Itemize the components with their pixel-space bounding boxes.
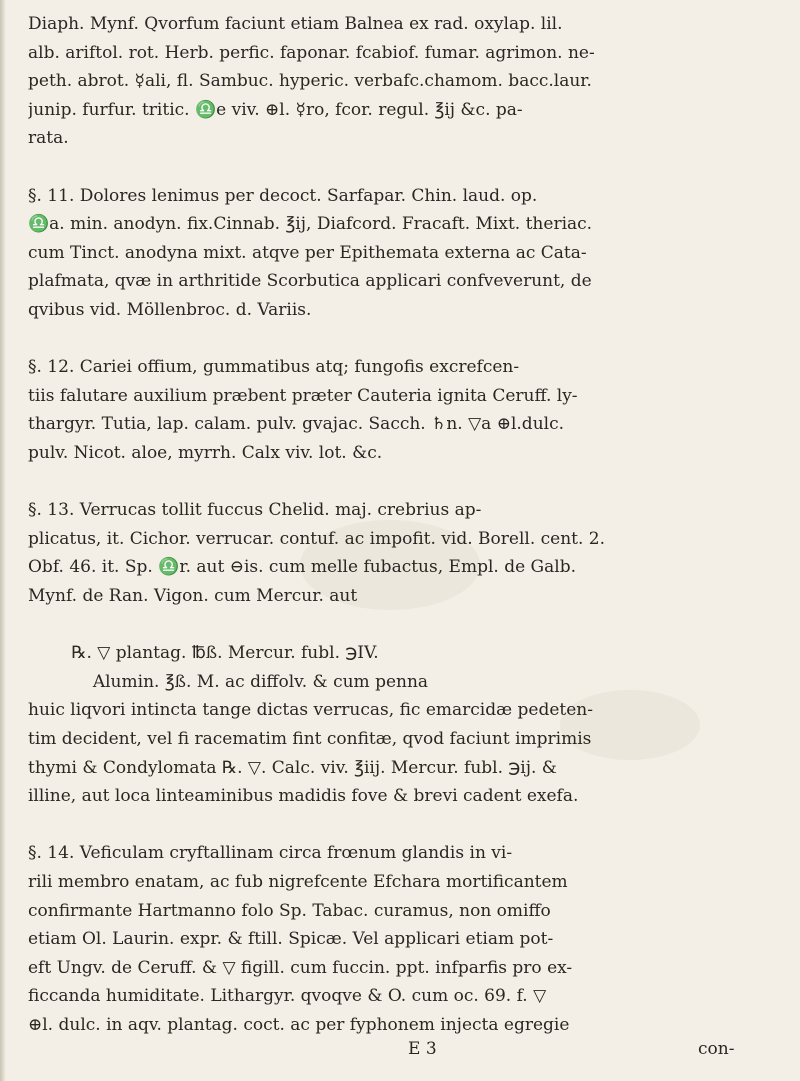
document-page [28,6,778,1066]
text-line: rata. [28,128,69,149]
signature-mark: E 3 [408,1039,437,1059]
text-line: plicatus, it. Cichor. verrucar. contuf. ac impofit. vid. Borell. cent. 2. [28,528,606,549]
text-line: thymi & Condylomata ℞. ▽. Calc. viv. ℥iij. Mercur. fubl. ℈ij. & [28,757,557,778]
text-line: §. 12. Cariei offium, gummatibus atq; fungofis excrefcen- [28,357,520,378]
text-line: alb. ariftol. rot. Herb. perfic. faponar. fcabiof. fumar. agrimon. ne- [28,42,595,63]
text-line: Mynf. de Ran. Vigon. cum Mercur. aut [28,586,358,606]
text-line: Diaph. Mynf. Qvorfum faciunt etiam Balnea ex rad. oxylap. lil. [28,14,563,34]
text-line: ficcanda humiditate. Lithargyr. qvoqve & O. cum oc. 69. f. ▽ [28,986,547,1007]
text-line: peth. abrot. ☿ali, fl. Sambuc. hyperic. verbafc.chamom. bacc.laur. [28,71,592,92]
text-line: ⊕l. dulc. in aqv. plantag. coct. ac per fyphonem injecta egregie [28,1015,570,1035]
text-line: illine, aut loca linteaminibus madidis fove & brevi cadent exefa. [28,786,579,807]
text-line: qvibus vid. Möllenbroc. d. Variis. [28,300,312,320]
catchword: con- [698,1039,735,1059]
text-line: confirmante Hartmanno folo Sp. Tabac. curamus, non omiffo [28,900,551,921]
text-line: tim decident, vel fi racematim fint confitæ, qvod faciunt imprimis [28,729,592,749]
text-line: ℞. ▽ plantag. ℔ß. Mercur. fubl. ℈IV. [28,643,379,664]
text-line: etiam Ol. Laurin. expr. & ftill. Spicæ. Vel applicari etiam pot- [28,929,554,950]
text-line: pulv. Nicot. aloe, myrrh. Calx viv. lot. &c. [28,443,383,463]
text-line: §. 11. Dolores lenimus per decoct. Sarfapar. Chin. laud. op. [28,185,538,206]
text-line: thargyr. Tutia, lap. calam. pulv. gvajac. Sacch. ♄n. ▽a ⊕l.dulc. [28,414,564,435]
text-line: tiis falutare auxilium præbent præter Cauteria ignita Ceruff. ly- [28,385,578,406]
text-line: Alumin. ℥ß. M. ac diffolv. & cum penna [28,671,429,692]
text-line: huic liqvori intincta tange dictas verrucas, fic emarcidæ pedeten- [28,700,593,721]
text-line: junip. furfur. tritic. ♎e viv. ⊕l. ☿ro, fcor. regul. ℥ij &c. pa- [28,99,523,120]
page-edge-shadow [0,0,6,1081]
text-line: rili membro enatam, ac fub nigrefcente Efchara mortificantem [28,872,568,892]
text-line: §. 14. Veficulam cryftallinam circa frœnum glandis in vi- [28,843,513,864]
text-line: cum Tinct. anodyna mixt. atqve per Epithemata externa ac Cata- [28,242,587,263]
text-line: eft Ungv. de Ceruff. & ▽ figill. cum fuccin. ppt. infparfis pro ex- [28,957,573,978]
text-line: §. 13. Verrucas tollit fuccus Chelid. maj. crebrius ap- [28,500,482,521]
text-line: plafmata, qvæ in arthritide Scorbutica applicari confveverunt, de [28,271,592,292]
text-line: ♎a. min. anodyn. fix.Cinnab. ℥ij, Diafcord. Fracaft. Mixt. theriac. [28,214,593,235]
text-line: Obf. 46. it. Sp. ♎r. aut ⊖is. cum melle fubactus, Empl. de Galb. [28,557,576,578]
